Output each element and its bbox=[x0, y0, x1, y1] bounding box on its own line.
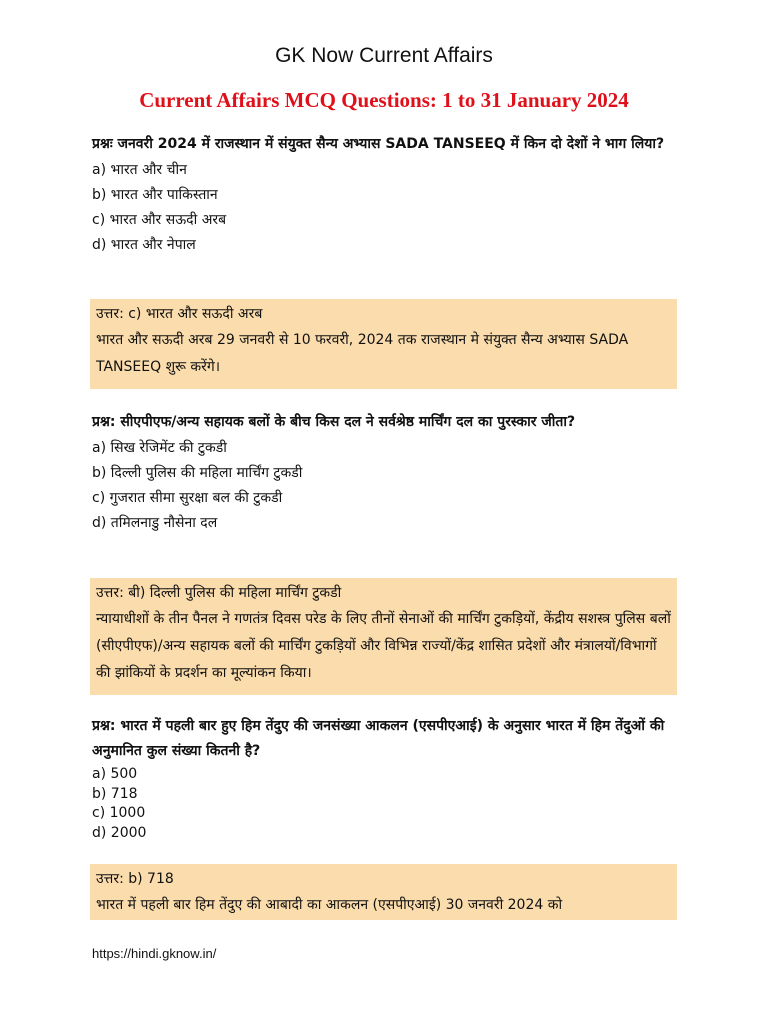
question-text: प्रश्न: भारत में पहली बार हुए हिम तेंदुए की जनसंख्या आकलन (एसपीएआई) के अनुसार भारत में हिम तेंदुओं की अनुमानित कुल संख्या कितनी है? bbox=[92, 718, 665, 759]
option-c: c) गुजरात सीमा सुरक्षा बल की टुकडी bbox=[92, 490, 283, 506]
option-b: b) भारत और पाकिस्तान bbox=[92, 187, 218, 203]
option-b: b) 718 bbox=[92, 785, 138, 802]
answer-label: उत्तर: c) भारत और सऊदी अरब bbox=[96, 306, 263, 322]
question-block-3 bbox=[92, 714, 677, 843]
option-c: c) भारत और सऊदी अरब bbox=[92, 212, 227, 228]
document-heading: Current Affairs MCQ Questions: 1 to 31 January 2024 bbox=[139, 88, 629, 112]
options-list bbox=[92, 158, 677, 258]
site-title: GK Now Current Affairs bbox=[275, 44, 493, 67]
answer-label: उत्तर: बी) दिल्ली पुलिस की महिला मार्चिंग टुकडी bbox=[96, 585, 342, 601]
options-list bbox=[92, 765, 677, 843]
option-d: d) 2000 bbox=[92, 824, 147, 841]
options-list bbox=[92, 436, 677, 536]
answer-box-2 bbox=[90, 578, 677, 695]
question-block-1 bbox=[92, 132, 677, 258]
option-d: d) तमिलनाडु नौसेना दल bbox=[92, 515, 218, 531]
option-a: a) भारत और चीन bbox=[92, 162, 187, 178]
answer-label: उत्तर: b) 718 bbox=[96, 871, 174, 887]
question-text: प्रश्न: सीएपीएफ/अन्य सहायक बलों के बीच किस दल ने सर्वश्रेष्ठ मार्चिंग दल का पुरस्कार जीता? bbox=[92, 414, 576, 430]
option-d: d) भारत और नेपाल bbox=[92, 237, 196, 253]
answer-box-1 bbox=[90, 299, 677, 389]
question-block-2 bbox=[92, 410, 677, 536]
footer-url[interactable]: https://hindi.gknow.in/ bbox=[92, 946, 217, 961]
option-a: a) सिख रेजिमेंट की टुकडी bbox=[92, 440, 227, 456]
option-c: c) 1000 bbox=[92, 805, 146, 821]
answer-explanation: न्यायाधीशों के तीन पैनल ने गणतंत्र दिवस परेड के लिए तीनों सेनाओं की मार्चिंग टुकड़ियों, केंद्रीय सशस्त्र पुलिस बलों (सीएपीएफ)/अन्य सहायक बलों की मार्चिंग टुकड़ियों और विभिन्न राज्यों/केंद्र शासित प्रदेशों और मंत्रालयों/विभागों की झांकियों के प्रदर्शन का मूल्यांकन किया। bbox=[96, 611, 671, 681]
answer-explanation: भारत में पहली बार हिम तेंदुए की आबादी का आकलन (एसपीएआई) 30 जनवरी 2024 को bbox=[96, 897, 563, 913]
answer-explanation: भारत और सऊदी अरब 29 जनवरी से 10 फरवरी, 2024 तक राजस्थान मे संयुक्त सैन्य अभ्यास SADA TANSEEQ शुरू करेंगे। bbox=[96, 332, 629, 375]
answer-box-3 bbox=[90, 864, 677, 920]
option-a: a) 500 bbox=[92, 766, 138, 782]
option-b: b) दिल्ली पुलिस की महिला मार्चिंग टुकडी bbox=[92, 465, 303, 481]
question-text: प्रश्नः जनवरी 2024 में राजस्थान में संयुक्त सैन्य अभ्यास SADA TANSEEQ में किन दो देशों ने भाग लिया? bbox=[92, 136, 665, 152]
